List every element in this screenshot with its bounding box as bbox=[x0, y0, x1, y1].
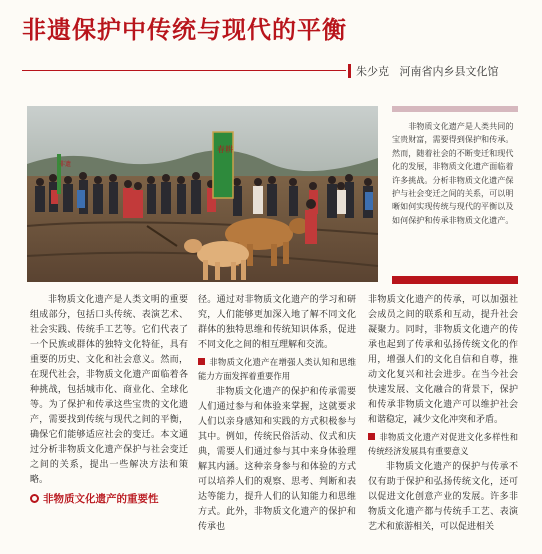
square-bullet-icon bbox=[368, 433, 375, 440]
abstract-box bbox=[392, 106, 518, 284]
body-column-3 bbox=[368, 293, 518, 535]
body-paragraph: 非物质文化遗产的传承，可以加强社会成员之间的联系和互动，提升社会凝聚力。同时，非物质文化遗产的传承也起到了传承和弘扬传统文化的作用，增强人们的文化自信和自尊，推动文化复兴和社会进步。在当今社会快速发展、文化融合的背景下，保护和传承非物质文化遗产可以维护社会和谐稳定，减少文化冲突和矛盾。 bbox=[368, 295, 518, 425]
article-title: 非遗保护中传统与现代的平衡 bbox=[22, 16, 347, 44]
subheading-text: 非物质文化遗产在增强人类认知和思维能力方面发挥着重要作用 bbox=[198, 357, 356, 381]
body-column-2 bbox=[198, 293, 356, 535]
section-heading-text: 非物质文化遗产的重要性 bbox=[43, 493, 159, 505]
byline bbox=[356, 63, 499, 79]
subheading bbox=[198, 355, 356, 383]
author-affiliation: 河南省内乡县文化馆 bbox=[399, 65, 499, 78]
body-column-1 bbox=[30, 293, 188, 507]
body-paragraph: 非物质文化遗产的保护和传承需要人们通过参与和体验来掌握，这就要求人们以亲身感知和实践的方式积极参与其中。例如，传统民俗活动、仪式和庆典，需要人们通过参与其中来身体验理解其内涵。这种亲身参与和体验的方式可以培养人们的观察、思考、判断和表达等能力，提升人们的认知能力和思维方式。此外，非物质文化遗产的保护和传承也 bbox=[198, 387, 356, 532]
section-heading bbox=[30, 492, 188, 507]
photo-banner-right: 春耕 bbox=[217, 145, 233, 154]
byline-rule bbox=[22, 70, 346, 71]
abstract-top-bar bbox=[392, 106, 518, 112]
photo-banner-left: 非遗 bbox=[59, 161, 72, 168]
subheading-text: 非物质文化遗产对促进文化多样性和传统经济发展具有重要意义 bbox=[368, 432, 518, 456]
author-name: 朱少克 bbox=[356, 65, 389, 78]
square-bullet-icon bbox=[198, 358, 205, 365]
subheading bbox=[368, 430, 518, 458]
section-bullet-icon bbox=[30, 494, 39, 503]
abstract-bottom-bar bbox=[392, 276, 518, 284]
body-paragraph: 径。通过对非物质文化遗产的学习和研究，人们能够更加深入地了解不同文化群体的独特思维和传统知识体系，促进不同文化之间的相互理解和交流。 bbox=[198, 295, 356, 350]
body-paragraph: 非物质文化遗产的保护与传承不仅有助于保护和弘扬传统文化，还可以促进文化创意产业的发展。许多非物质文化遗产都与传统手工艺、表演艺术和旅游相关，可以促进相关 bbox=[368, 462, 518, 532]
abstract-text: 非物质文化遗产是人类共同的宝贵财富，需要得到保护和传承。然而，随着社会的不断变迁和现代化的发展，非物质文化遗产面临着许多挑战。分析非物质文化遗产保护与社会变迁之间的关系，可以明晰如何实现传统与现代的平衡以及如何保护和传承非物质文化遗产。 bbox=[392, 121, 514, 225]
body-paragraph: 非物质文化遗产是人类文明的重要组成部分，包括口头传统、表演艺术、社会实践、传统手工艺等。它们代表了一个民族或群体的独特文化特征，具有重要的历史、文化和社会意义。然而，在现代社会，非物质文化遗产面临着各种挑战，包括城市化、商业化、全球化等。为了保护和传承这些宝贵的文化遗产，需要找到传统与现代之间的平衡，确保它们能够适应社会的变迁。本文通过分析非物质文化遗产保护与社会变迁之间的关系，提出一些解决方法和策略。 bbox=[30, 295, 188, 485]
article-photo bbox=[27, 106, 378, 282]
byline-marker bbox=[348, 64, 351, 78]
